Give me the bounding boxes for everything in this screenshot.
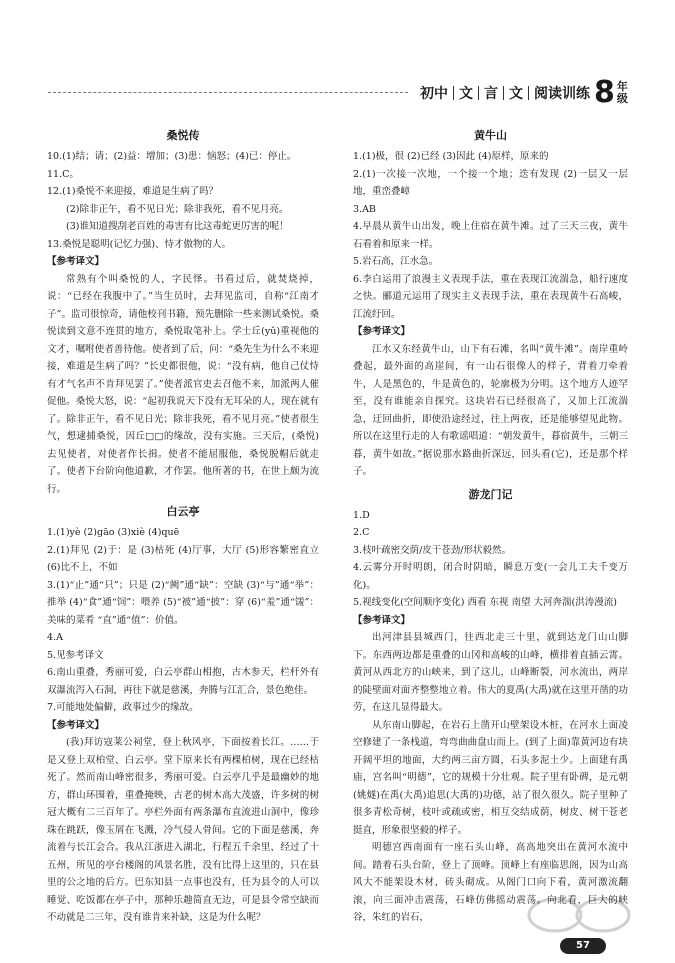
level-label: 初中 [420,86,448,102]
divider [503,86,504,100]
divider [478,86,479,100]
answer-item: 10.(1)结；请；(2)益：增加；(3)患：恼怒；(4)已：停止。 [47,151,297,162]
translation-text: 明德宫西南面有一座石头山峰，高高地突出在黄河水流中间。踏着石头台阶，登上了顶峰。顶峰上有座临思阁，因为山高风大不能架设木材，砖头砌成。从阁门口向下看，黄河激流翻滚，向三面冲击震荡，石峰仿佛摇动震荡。向北看，巨大的峡谷，朱红的岩石， [353,842,628,923]
answer-item: 6.李白运用了浪漫主义表现手法，重在表现江流湍急，船行速度之快。郦道元运用了现实主义表现手法，重在表现黄牛石高峻，江流纡回。 [353,273,628,320]
answer-item: 5.岩石高，江水急。 [353,256,439,267]
answer-item: 3.枝叶疏密交荫/皮干苍劲/形状毅然。 [353,544,511,556]
answer-item: 1.(1)yè (2)gāo (3)xiè (4)quē [47,527,180,538]
answer-item: 7.可能地处偏僻，政事过少的缘故。 [47,702,199,713]
answer-item: 6.南山重叠，秀丽可爱，白云亭群山相抱，古木参天，栏杆外有双瀑流泻入石洞，再往下就是慈溪，奔腾与江汇合，景色绝佳。 [47,667,319,696]
answer-item: 1.D [353,509,370,521]
header-dashed-rule [48,92,408,93]
answer-item: 2.C [353,527,370,538]
translation-text: 常熟有个叫桑悦的人，字民怿。书看过后，就焚烧掉，说：“已经在我腹中了。”当生员时，去拜见监司，自称“江南才子”。监司很惊奇，请他校刊书籍，预先删除一些来测试桑悦。桑悦读到文意不连贯的地方，桑悦取笔补上。学士丘(yǔ)重视他的文才，嘱咐使者善待他。使者到了后，问：“桑先生为什么不来迎接，难道是生病了吗？”长史都很他，说：“没有病，他自己仗恃有才气名声不肯拜见罢了。”使者派官吏去召他不来，加派两人催促他。桑悦大怒，说：“起初我说天下没有无耳朵的人，现在就有了。除非正午，看不见日光；除非我死，看不见月亮。”使者很生气，想逮捕桑悦，因丘□□的缘故，没有实施。三天后，(桑悦)去见使者，对使者作长揖。使者不能屈服他，桑悦脱帽后就走了。使者下台阶向他道歉，才作罢。他所著的书，在世上颇为流行。 [47,273,319,495]
answer-item: (3)谁知道搜刮老百姓的毒害有比这毒蛇更厉害的呢！ [66,221,289,232]
right-column [353,128,628,927]
category-char-3: 文 [509,86,523,102]
category-char-2: 言 [484,86,498,102]
answer-item: 5.视线变化(空间顺序变化) 西看 东视 南望 大河奔湍(洪涛漫流) [353,597,617,608]
answer-item: 1.(1)极，很 (2)已经 (3)因此 (4)原样，原来的 [353,151,549,162]
reference-translation-label: 【参考译文】 [353,326,411,337]
answer-item: 13.桑悦是聪明(记忆力强)、恃才傲物的人。 [47,238,232,250]
section-title-youlongmenji: 游龙门记 [468,487,513,501]
answer-item: 3.(1)“止”通“只”；只是 (2)“阙”通“缺”：空缺 (3)“与”通“举”：推举 (4)“食”通“饲”：喂养 (5)“被”通“披”：穿 (6)“羞”通“馐”：美味的菜肴 “直”通“值”：价值。 [47,579,319,626]
section-title-sangyue: 桑悦传 [166,129,200,142]
translation-text: 江水又东经黄牛山，山下有石滩，名叫“黄牛滩”。南岸重岭叠起，最外面的高崖间，有一山石很像人的样子，背着刀牵着牛，人是黑色的，牛是黄色的，轮廓极为分明。这个地方人迹罕至，没有谁能亲自探究。这块岩石已经很高了，又加上江流湍急，迂回曲折，即使沿途经过，往上两夜，还是能够望见此物。所以在这里行走的人有歌谣唱道：“朝发黄牛，暮宿黄牛，三朝三暮，黄牛如故。”据说那水路曲折深远，回头看(它)，还是那个样子。 [353,343,628,477]
answer-item: 4.A [47,632,63,643]
grade-char-1: 年 [616,80,628,93]
reference-translation-label: 【参考译文】 [47,256,105,267]
series-brand [420,75,628,110]
watermark-logo [525,895,635,935]
left-column [47,128,319,927]
answer-item: (2)除非正午，看不见日光；除非我死，看不见月亮。 [66,203,289,215]
page-number-badge: 57 [560,938,606,954]
answer-item: 5.见参考译文 [47,649,104,661]
answer-item: 4.云雾分开时明朗，闭合时阴暗，瞬息万变(一会儿工夫千变万化)。 [353,562,628,591]
answer-item: 12.(1)桑悦不来迎接，难道是生病了吗？ [47,186,219,197]
reference-translation-label: 【参考译文】 [47,719,105,731]
series-label: 阅读训练 [534,86,590,102]
answer-item: 2.(1)拜见 (2)于：是 (3)枯死 (4)厅事，大厅 (5)形容繁密直立 (6)比不上，不如 [47,544,319,573]
answer-item: 3.AB [353,203,376,215]
category-char-1: 文 [459,86,473,102]
answer-item: 2.(1)一次接一次地，一个接一个地；迭有发现 (2)一层又一层地，重峦叠嶂 [353,168,628,197]
grade-number: 8 [594,75,615,110]
translation-text: (我)拜访寇莱公祠堂，登上秋风亭，下面按着长江。……于是又登上双柏堂、白云亭。堂下原来长有两棵柏树，现在已经枯死了。然而南山峰密很多，秀丽可爱。白云亭几乎是最幽妙的地方，群山环围着，重叠掩映，古老的树木高大茂盛，许多树的树冠大概有二三百年了。亭栏外面有两条瀑布直流进山洞中，像珍珠在跳跃，像玉屑在飞溅，冷气侵人骨间。它的下面是慈溪，奔流着与长江会合。我从江浙进入湖北，行程五千余里，经过了十五州，所见的亭台楼阁的风景名胜，没有比得上这里的，只在县里的公之地的后方。巴东知县一点事也没有，任为县令的人可以睡觉、吃饭都在亭子中，那种乐趣简直无边，可是县令常空缺而不动就是二三年，没有谁肯来补缺，这是为什么呢？ [47,737,319,923]
section-title-huangniushan: 黄牛山 [474,129,507,142]
divider [528,86,529,100]
translation-text: 出河津县县城西门，往西北走三十里，就到达龙门山山脚下。东西两边都是重叠的山冈和高峻的山峰，横排着直插云霄。黄河从西北方的山峡来，到了这儿，山峰断裂，河水流出，两岸的陡壁面对面齐整整地立着。伟大的夏禹(大禹)就在这里开凿的功劳，在这儿显得最大。 [353,632,628,713]
section-title-baiyunting: 白云亭 [166,505,200,518]
page-header [0,0,675,125]
grade-char-2: 级 [616,92,628,105]
answer-item: 4.早晨从黄牛山出发，晚上住宿在黄牛滩。过了三天三夜，黄牛石看着和原来一样。 [353,221,628,250]
divider [453,86,454,100]
translation-text: 从东南山脚起，在岩石上凿开山壁架设木桩，在河水上面凌空修建了一条栈道，弯弯曲曲盘山而上。(到了上面)靠黄河边有块开阔平坦的地面，大约两三亩方圆，石头多泥土少。上面建有禹庙，宫名叫“明德”，它的规模十分壮观。院子里有卧碑，是元朝(姚燧)在禹(大禹)追思(大禹的)功德，站了很久很久。院子里种了很多青松奇树，枝叶或疏或密，相互交结成荫，树皮、树干苍老挺直，形象很坚毅的样子。 [353,719,628,836]
grade-label [617,81,628,105]
reference-translation-label: 【参考译文】 [353,614,411,626]
answer-item: 11.C。 [47,168,79,180]
